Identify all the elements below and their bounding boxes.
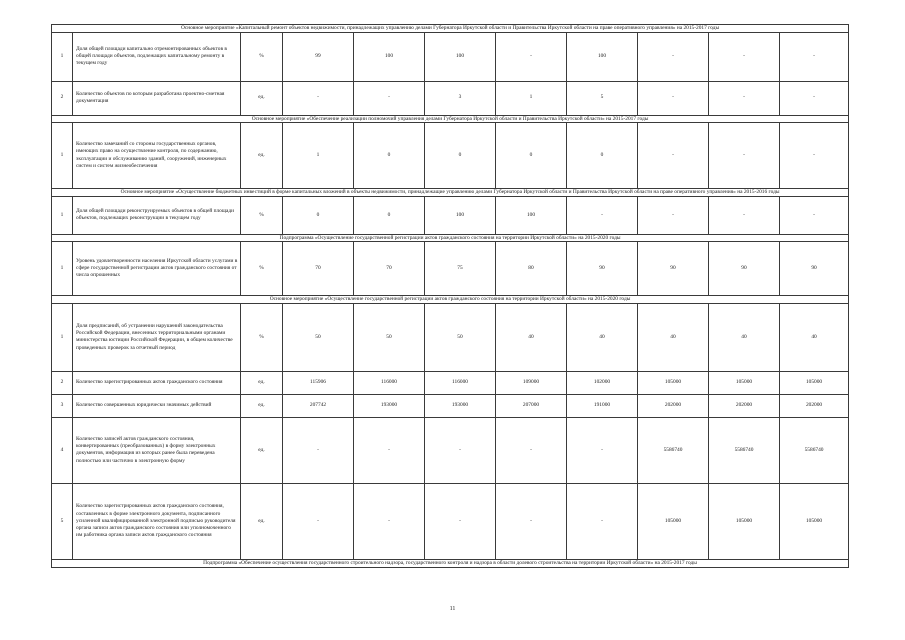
indicator-value: - [354, 81, 425, 115]
indicator-value: 105000 [709, 371, 780, 394]
indicator-value: 100 [425, 32, 496, 81]
indicator-value: 105000 [780, 483, 849, 559]
indicator-value: - [283, 81, 354, 115]
indicator-value: 50 [425, 303, 496, 371]
section-header-row [52, 296, 849, 304]
indicator-value: 70 [283, 242, 354, 296]
indicator-value: - [780, 123, 849, 189]
row-number: 1 [52, 196, 73, 234]
indicator-value: - [283, 483, 354, 559]
page-number: 11 [449, 606, 456, 612]
indicator-row [52, 196, 849, 234]
indicator-value: 99 [283, 32, 354, 81]
indicator-row [52, 81, 849, 115]
indicator-value: 193000 [354, 394, 425, 417]
indicator-value: 90 [780, 242, 849, 296]
indicator-value: 193000 [425, 394, 496, 417]
indicator-value: - [709, 32, 780, 81]
indicator-name: Доля общей площади капитально отремонтированных объектов в общей площади объектов, подлежащих капитальному ремонту в текущем году [73, 32, 241, 81]
indicator-value: 90 [638, 242, 709, 296]
unit-of-measure: % [241, 32, 283, 81]
section-header-row [52, 115, 849, 123]
section-header-row [52, 189, 849, 197]
indicator-row [52, 242, 849, 296]
indicator-value: - [638, 196, 709, 234]
indicator-value: 0 [567, 123, 638, 189]
indicator-name: Количество замечаний со стороны государственных органов, имеющих право на осуществление контроля, по содержанию, эксплуатации и обслуживанию зданий, сооружений, инженерных систем и систем жизнеобеспечения [73, 123, 241, 189]
indicator-value: 115906 [283, 371, 354, 394]
unit-of-measure: ед. [241, 417, 283, 483]
indicator-value: - [283, 417, 354, 483]
indicator-value: 50 [283, 303, 354, 371]
unit-of-measure: % [241, 242, 283, 296]
indicator-value: - [567, 417, 638, 483]
indicator-value: 0 [354, 196, 425, 234]
row-number: 1 [52, 303, 73, 371]
indicator-name: Количество совершенных юридически значимых действий [73, 394, 241, 417]
indicator-value: - [496, 32, 567, 81]
indicator-value: 100 [354, 32, 425, 81]
unit-of-measure: ед. [241, 483, 283, 559]
indicator-value: - [425, 483, 496, 559]
indicator-value: - [780, 81, 849, 115]
indicator-value: 50 [354, 303, 425, 371]
indicator-value: - [780, 196, 849, 234]
indicator-value: 40 [567, 303, 638, 371]
row-number: 1 [52, 242, 73, 296]
indicators-table-body [52, 25, 849, 568]
indicator-value: 40 [496, 303, 567, 371]
indicator-value: - [709, 123, 780, 189]
indicator-name: Количество зарегистрированных актов гражданского состояния [73, 371, 241, 394]
indicator-value: 1 [496, 81, 567, 115]
indicator-row [52, 417, 849, 483]
indicator-value: - [638, 81, 709, 115]
indicator-value: - [425, 417, 496, 483]
indicator-value: 3 [425, 81, 496, 115]
indicator-value: 109000 [496, 371, 567, 394]
indicator-value: 40 [638, 303, 709, 371]
indicator-value: - [354, 417, 425, 483]
indicator-value: - [567, 483, 638, 559]
indicator-value: - [638, 123, 709, 189]
unit-of-measure: % [241, 303, 283, 371]
unit-of-measure: % [241, 196, 283, 234]
row-number: 1 [52, 123, 73, 189]
row-number: 4 [52, 417, 73, 483]
indicator-value: 0 [354, 123, 425, 189]
indicator-value: 1 [283, 123, 354, 189]
indicator-value: 0 [425, 123, 496, 189]
row-number: 1 [52, 32, 73, 81]
indicator-value: 207742 [283, 394, 354, 417]
indicator-value: 116000 [425, 371, 496, 394]
row-number: 3 [52, 394, 73, 417]
section-header-row [52, 559, 849, 567]
indicator-value: 105000 [780, 371, 849, 394]
section-header-text: Основное мероприятие «Осуществление государственной регистрации актов гражданского состояния на территории Иркутской области» на 2015-2020 годы [52, 296, 849, 304]
section-header-text: Подпрограмма «Обеспечение осуществления государственного строительного надзора, государственного контроля и надзора в области долевого строительства на территории Иркутской области» на 2015-2017 годы [52, 559, 849, 567]
indicator-row [52, 123, 849, 189]
indicator-value: 202000 [780, 394, 849, 417]
section-header-text: Подпрограмма «Осуществление государственной регистрации актов гражданского состояния на территории Иркутской области» на 2015-2020 годы [52, 234, 849, 242]
indicator-value: 0 [283, 196, 354, 234]
indicator-value: 0 [496, 123, 567, 189]
indicator-value: - [496, 483, 567, 559]
indicator-value: - [567, 196, 638, 234]
indicator-name: Количество записей актов гражданского состояния, конвертированных (преобразованных) в форму электронных документов, информация из которых ранее была переведена полностью или частично в электронную форму [73, 417, 241, 483]
indicator-row [52, 394, 849, 417]
indicator-row [52, 483, 849, 559]
indicator-value: 207000 [496, 394, 567, 417]
indicator-value: 105000 [638, 483, 709, 559]
indicator-value: - [354, 483, 425, 559]
unit-of-measure: ед. [241, 81, 283, 115]
indicator-row [52, 371, 849, 394]
indicator-value: - [780, 32, 849, 81]
indicator-value: - [496, 417, 567, 483]
indicator-name: Уровень удовлетворенности населения Иркутской области услугами в сфере государственной регистрации актов гражданского состояния от числа опрошенных [73, 242, 241, 296]
indicator-value: 105000 [709, 483, 780, 559]
indicator-name: Количество объектов по которым разработана проектно-сметная документация [73, 81, 241, 115]
indicator-value: 80 [496, 242, 567, 296]
indicator-name: Количество зарегистрированных актов гражданского состояния, составленных в форме электронного документа, подписанного усиленной квалифицированной электронной подписью руководителя органа записи актов гражданского состояния или уполномоченного им работника органа записи актов гражданского состояния [73, 483, 241, 559]
indicator-row [52, 303, 849, 371]
indicator-value: 75 [425, 242, 496, 296]
indicator-row [52, 32, 849, 81]
indicator-value: 90 [709, 242, 780, 296]
indicator-value: 100 [496, 196, 567, 234]
indicator-value: 102000 [567, 371, 638, 394]
unit-of-measure: ед. [241, 123, 283, 189]
section-header-text: Основное мероприятие «Осуществление бюджетных инвестиций в форме капитальных вложений в объекты недвижимости, принадлежащие управлению делами Губернатора Иркутской области и Правительства Иркутской области на праве оперативного управления» на 2015-2016 годы [52, 189, 849, 197]
section-header-text: Основное мероприятие «Обеспечение реализации полномочий управления делами Губернатора Иркутской области и Правительства Иркутской области» на 2015-2017 годы [52, 115, 849, 123]
unit-of-measure: ед. [241, 371, 283, 394]
indicator-value: - [638, 32, 709, 81]
indicator-value: 100 [567, 32, 638, 81]
unit-of-measure: ед. [241, 394, 283, 417]
indicator-value: 40 [709, 303, 780, 371]
indicator-value: - [709, 196, 780, 234]
indicator-value: 116000 [354, 371, 425, 394]
indicator-value: 90 [567, 242, 638, 296]
row-number: 5 [52, 483, 73, 559]
indicator-name: Доля общей площади реконструируемых объектов в общей площади объектов, подлежащих реконструкции в текущем году [73, 196, 241, 234]
indicator-value: 202000 [638, 394, 709, 417]
indicator-value: - [709, 81, 780, 115]
indicator-value: 100 [425, 196, 496, 234]
indicator-value: 5586740 [780, 417, 849, 483]
section-header-row [52, 25, 849, 33]
indicator-value: 5 [567, 81, 638, 115]
indicator-value: 70 [354, 242, 425, 296]
indicators-table [51, 24, 849, 568]
indicator-value: 5586740 [638, 417, 709, 483]
indicator-value: 5586740 [709, 417, 780, 483]
row-number: 2 [52, 81, 73, 115]
indicator-value: 202000 [709, 394, 780, 417]
indicator-name: Доля предписаний, об устранении нарушений законодательства Российской Федерации, внесенных территориальными органами министерства юстиции Российской Федерации, в общем количестве проведенных проверок за отчетный период [73, 303, 241, 371]
section-header-row [52, 234, 849, 242]
indicator-value: 191000 [567, 394, 638, 417]
section-header-text: Основное мероприятие «Капитальный ремонт объектов недвижимости, принадлежащих управлению делами Губернатора Иркутской области и Правительства Иркутской области на праве оперативного управления» на 2015-2017 годы [52, 25, 849, 33]
indicator-value: 105000 [638, 371, 709, 394]
row-number: 2 [52, 371, 73, 394]
indicator-value: 40 [780, 303, 849, 371]
